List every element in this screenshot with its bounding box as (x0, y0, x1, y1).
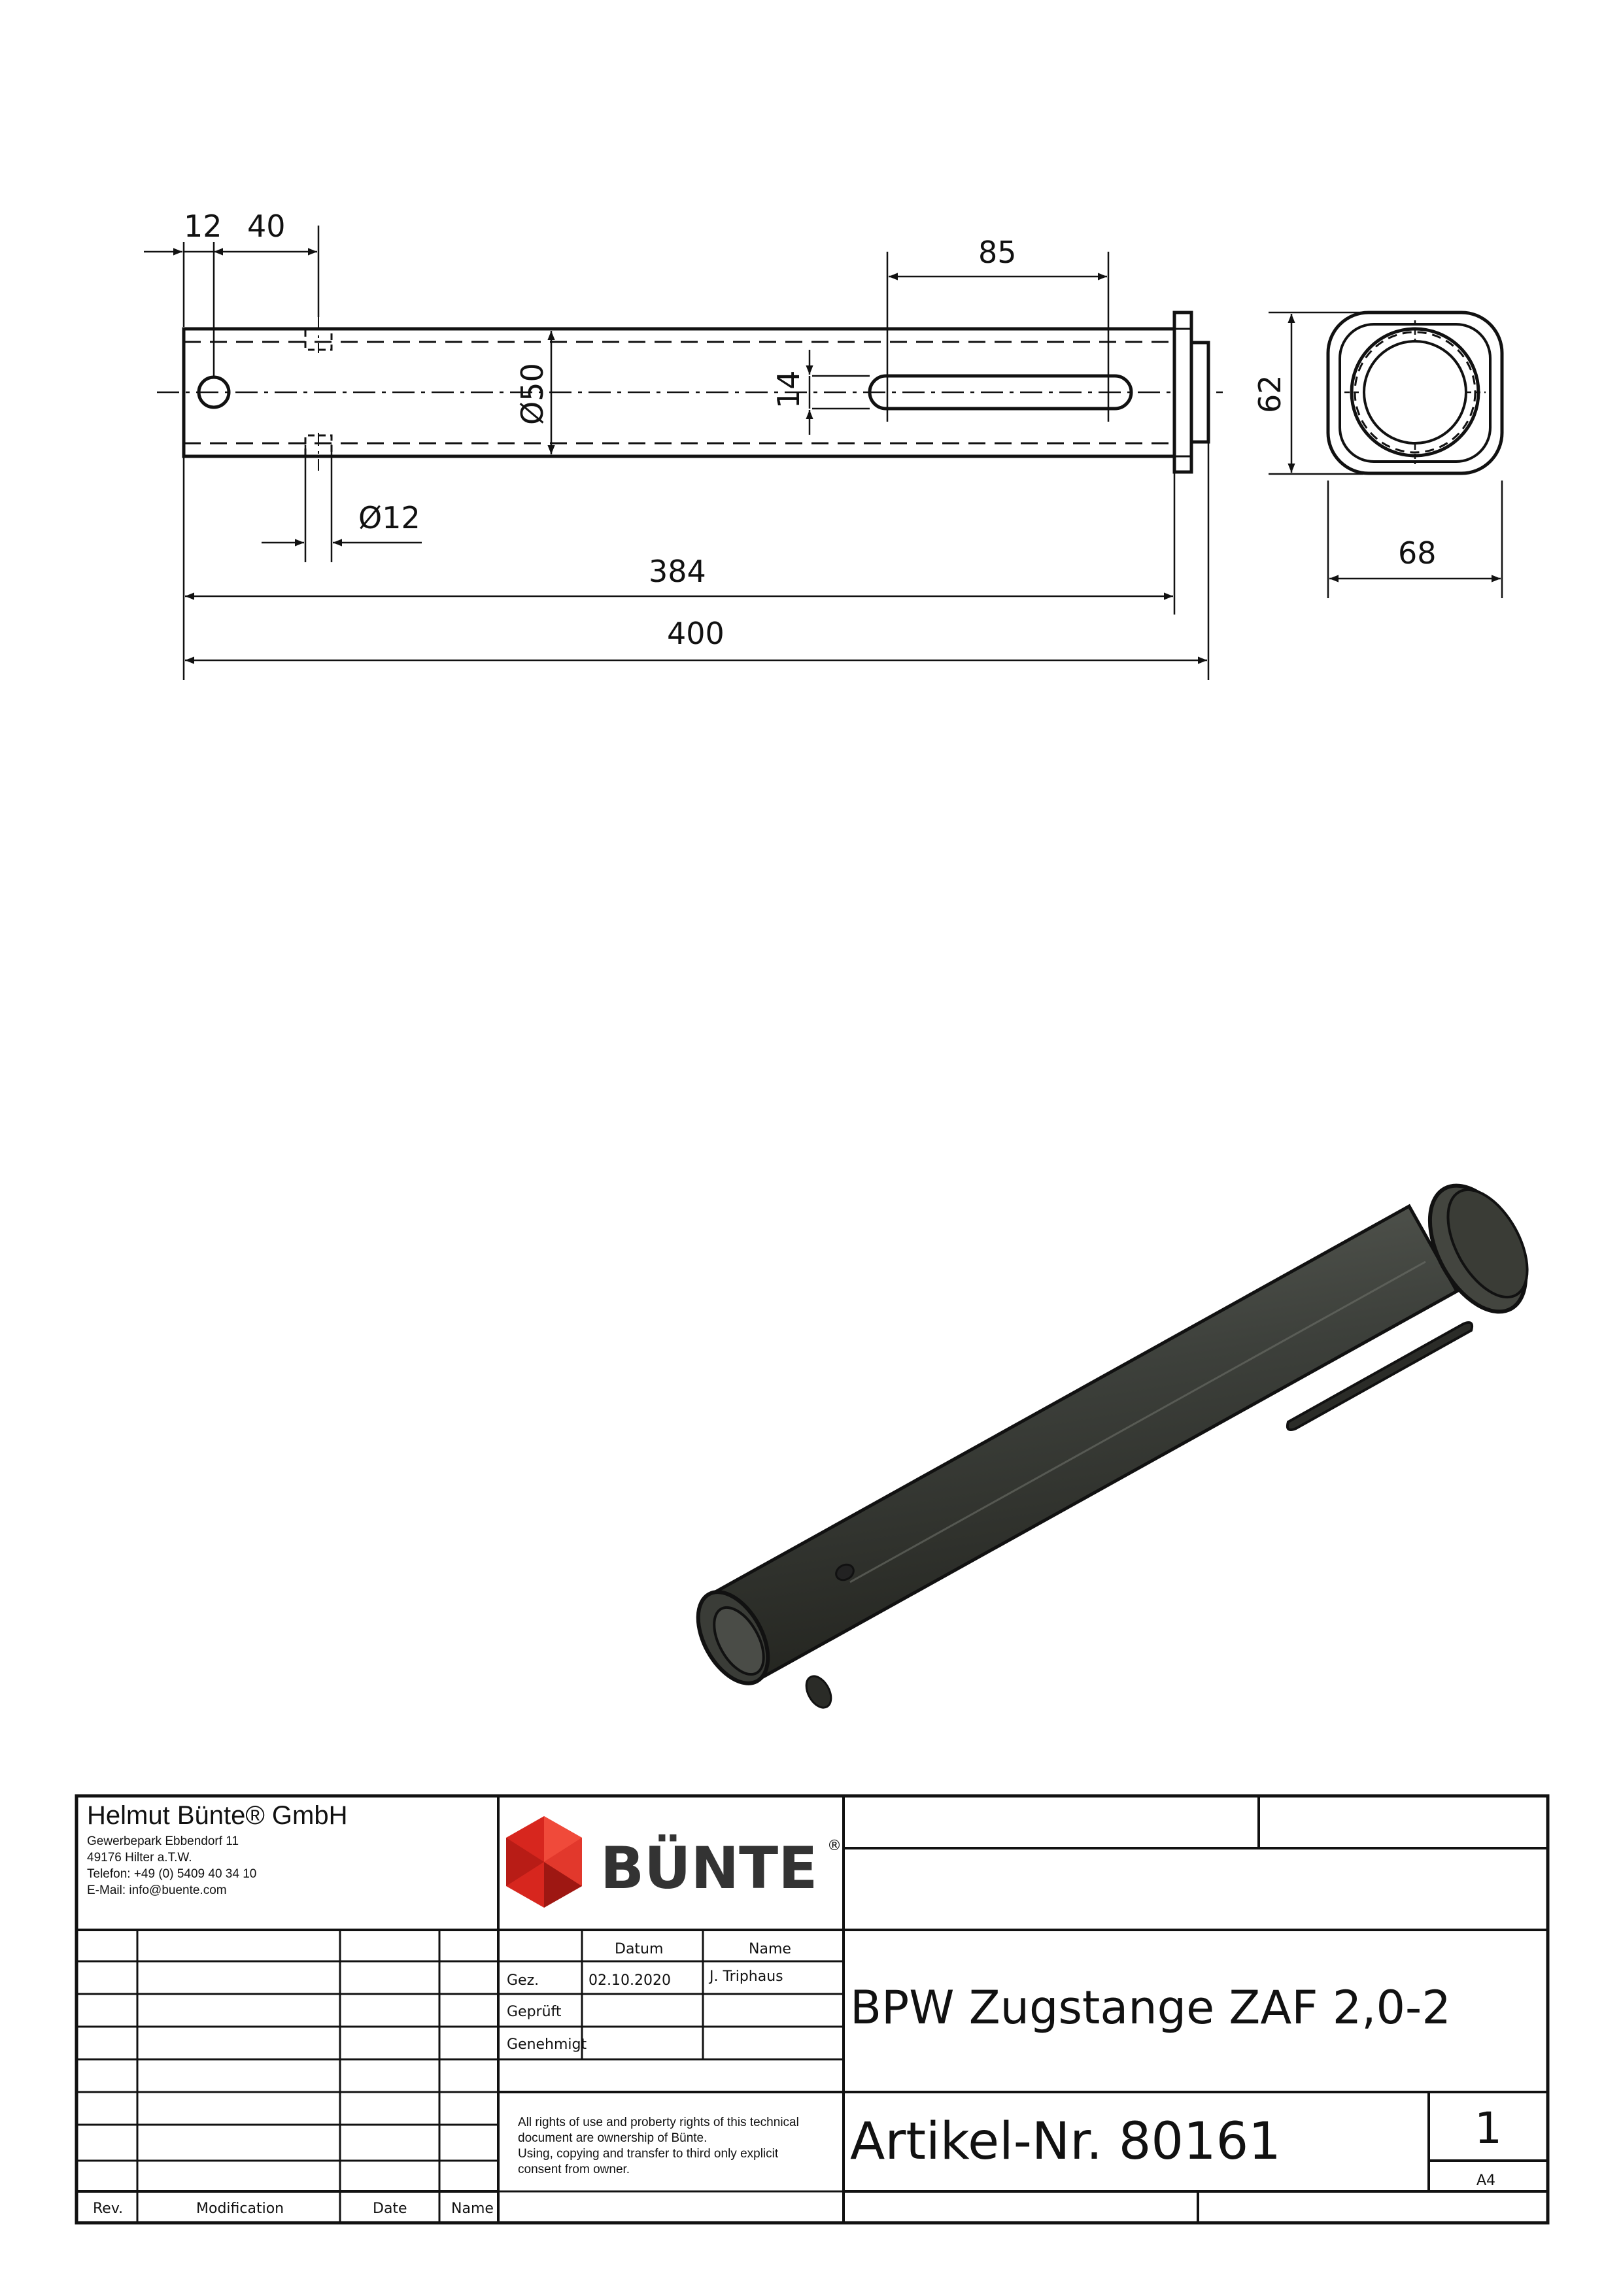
row-gez: Gez. (507, 1972, 539, 1989)
address-line-1: Gewerbepark Ebbendorf 11 (87, 1834, 239, 1848)
gez-name: J. Triphaus (709, 1968, 783, 1985)
dim-dia50: Ø50 (515, 363, 550, 425)
row-genehmigt: Genehmigt (507, 2036, 587, 2053)
dim-85: 85 (978, 235, 1017, 270)
logo-registered: ® (827, 1838, 842, 1854)
rev-label: Rev. (93, 2201, 124, 2217)
drawing-title: BPW Zugstange ZAF 2,0-2 (850, 1981, 1451, 2034)
isometric-view (684, 1170, 1546, 1712)
dim-62: 62 (1252, 375, 1288, 413)
date-label: Date (373, 2201, 407, 2217)
dim-68: 68 (1398, 535, 1437, 571)
flange-hub (1191, 343, 1208, 442)
article-number: Artikel-Nr. 80161 (850, 2112, 1281, 2171)
dim-dia12: Ø12 (358, 500, 420, 535)
name-label: Name (451, 2201, 494, 2217)
title-block-texts (87, 1801, 1502, 2217)
gez-date: 02.10.2020 (589, 1972, 671, 1989)
paper-format: A4 (1476, 2172, 1496, 2189)
dim-384: 384 (649, 554, 706, 589)
side-view (1328, 312, 1502, 473)
flange-plate (1174, 312, 1191, 472)
row-geprueft: Geprüft (507, 2004, 562, 2020)
sheet-number: 1 (1475, 2103, 1502, 2153)
address-line-3: Telefon: +49 (0) 5409 40 34 10 (87, 1867, 257, 1881)
dim-40: 40 (247, 209, 286, 244)
rights-line-2: document are ownership of Bünte. (518, 2131, 708, 2145)
rights-line-3: Using, copying and transfer to third only explicit (518, 2147, 779, 2161)
address-line-2: 49176 Hilter a.T.W. (87, 1851, 192, 1865)
company-name: Helmut Bünte® GmbH (87, 1801, 348, 1830)
dim-400: 400 (667, 616, 725, 651)
dim-14: 14 (771, 370, 806, 409)
iso-rod-body (709, 1206, 1457, 1680)
rights-line-4: consent from owner. (518, 2163, 630, 2176)
dim-12: 12 (184, 209, 222, 244)
logo-wordmark: BÜNTE (600, 1834, 818, 1902)
logo-mark (506, 1816, 582, 1908)
header-datum: Datum (615, 1941, 664, 1957)
header-name: Name (749, 1941, 791, 1957)
rights-line-1: All rights of use and proberty rights of this technical (518, 2116, 799, 2129)
address-line-4: E-Mail: info@buente.com (87, 1883, 227, 1897)
modification-label: Modification (196, 2201, 284, 2217)
front-view (157, 312, 1223, 472)
